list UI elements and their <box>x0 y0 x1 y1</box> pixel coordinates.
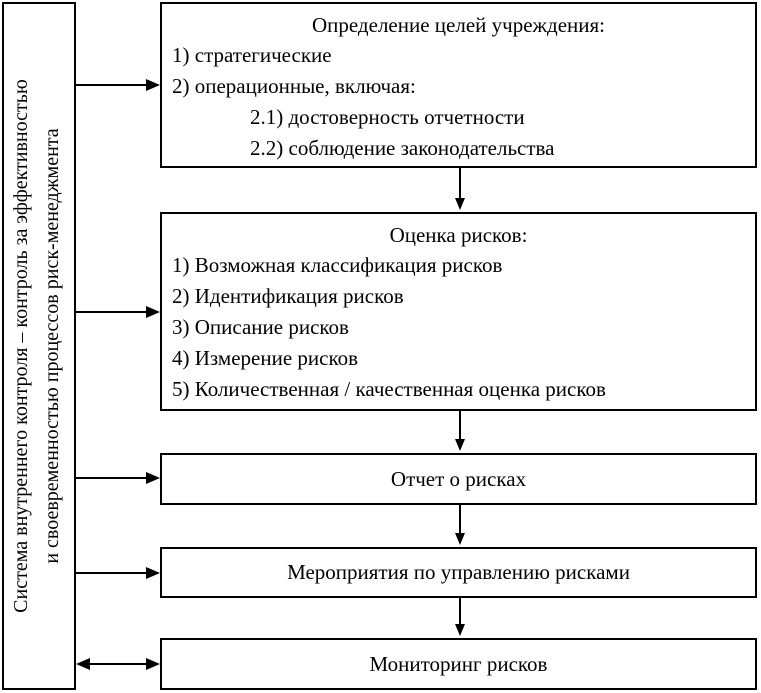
list-item: 2.2) соблюдение законодательства <box>250 136 555 160</box>
arrow-activities-to-monitoring-icon <box>459 598 461 624</box>
arrow-risk-assessment-to-report-icon <box>459 411 461 439</box>
list-item: 2) операционные, включая: <box>172 74 416 98</box>
box-goals-definition-title: Определение целей учреждения: <box>311 13 605 37</box>
list-item: 2.1) достоверность отчетности <box>250 105 525 129</box>
arrow-report-to-activities-icon <box>459 505 461 533</box>
box-risk-assessment-title: Оценка рисков: <box>389 223 528 247</box>
arrow-side-to-risk-monitoring-bidirectional-icon <box>90 663 146 665</box>
list-item: 3) Описание рисков <box>172 315 349 339</box>
side-control-label <box>6 6 72 686</box>
box-risk-report <box>160 453 757 505</box>
side-control-box <box>2 2 76 690</box>
list-item: 5) Количественная / качественная оценка рисков <box>172 377 606 401</box>
box-risk-management-activities <box>160 547 757 598</box>
arrow-side-to-goals-icon <box>76 84 146 86</box>
list-item: 1) Возможная классификация рисков <box>172 253 503 277</box>
arrow-goals-to-risk-assessment-icon <box>459 168 461 198</box>
side-control-label-line2: и своевременностью процессов риск-менеджмента <box>41 128 63 564</box>
box-risk-management-activities-title: Мероприятия по управлению рисками <box>287 560 630 584</box>
side-control-label-line1: Система внутреннего контроля – контроль за эффективностью <box>10 79 32 613</box>
list-item: 4) Измерение рисков <box>172 346 358 370</box>
box-risk-monitoring-title: Мониторинг рисков <box>369 651 548 676</box>
box-risk-assessment <box>160 212 757 411</box>
box-risk-monitoring <box>160 638 757 690</box>
arrow-side-to-risk-assessment-icon <box>76 311 146 313</box>
list-item: 1) стратегические <box>172 43 332 67</box>
box-goals-definition <box>160 2 757 168</box>
arrow-side-to-risk-activities-icon <box>76 572 146 574</box>
arrow-side-to-risk-report-icon <box>76 477 146 479</box>
box-risk-report-title: Отчет о рисках <box>390 466 527 491</box>
list-item: 2) Идентификация рисков <box>172 284 404 308</box>
